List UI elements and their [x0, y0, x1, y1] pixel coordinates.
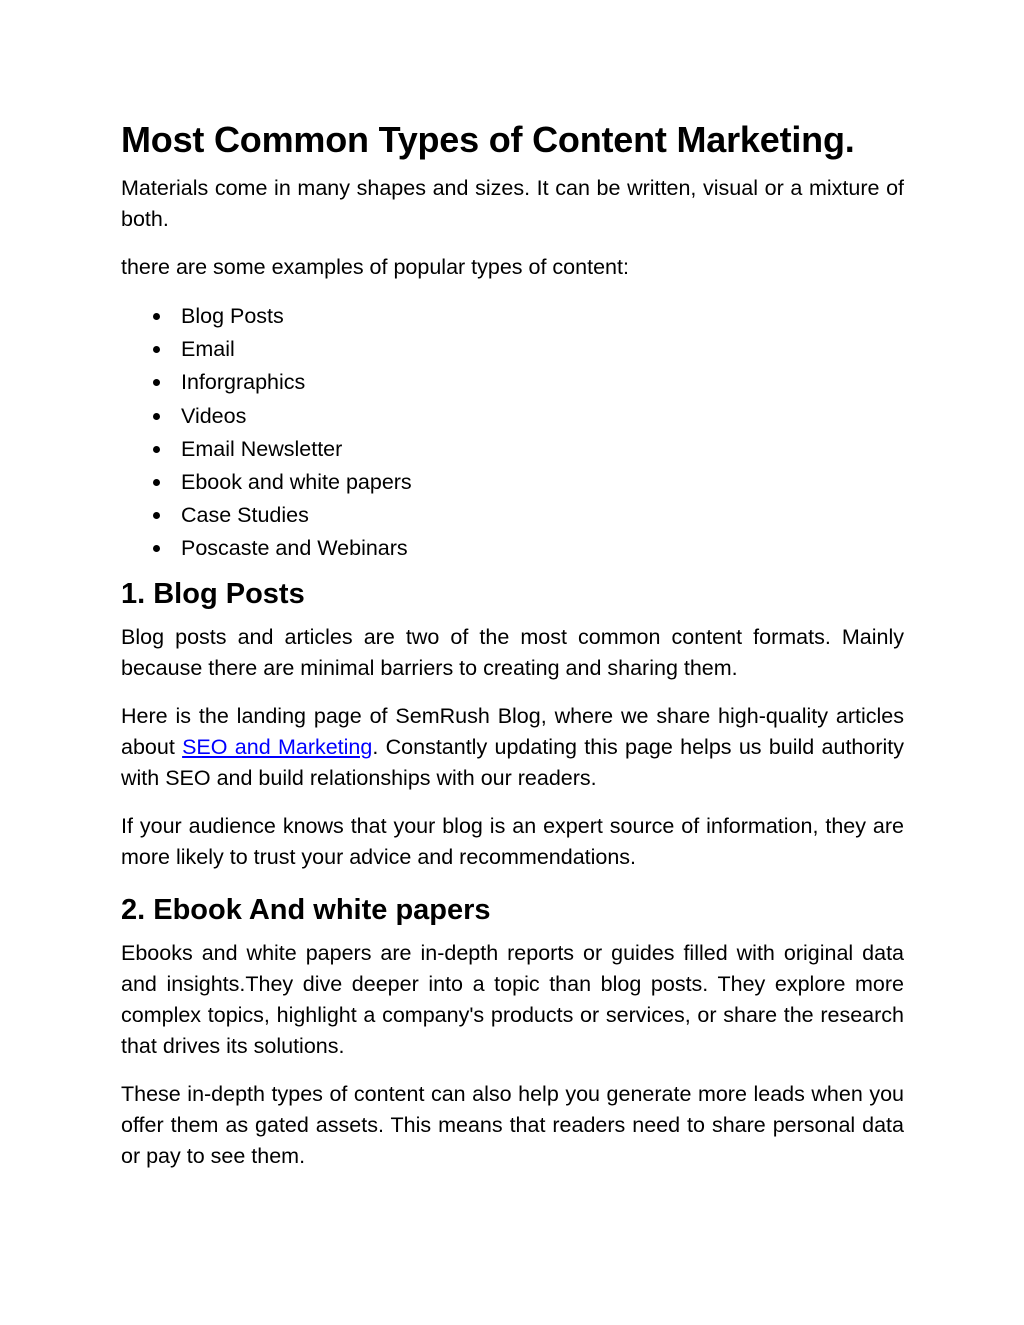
blog-posts-paragraph-2: [121, 701, 904, 794]
list-item-label: Poscaste and Webinars: [181, 536, 408, 561]
list-item: [121, 532, 904, 565]
list-item-label: Videos: [181, 403, 247, 428]
ebook-paragraph-2: These in-depth types of content can also help you generate more leads when you offer them as gated assets. This means that readers need to share personal data or pay to see them.: [121, 1081, 904, 1168]
content-types-list: [121, 300, 904, 566]
section-heading-ebook: 2. Ebook And white papers: [121, 893, 491, 926]
blog-posts-paragraph-1: Blog posts and articles are two of the most common content formats. Mainly because there are minimal barriers to creating and sharing them.: [121, 624, 904, 680]
bullet-icon: [153, 379, 160, 386]
list-item: [121, 333, 904, 366]
blog-posts-paragraph-3: If your audience knows that your blog is an expert source of information, they are more likely to trust your advice and recommendations.: [121, 813, 904, 869]
paragraph-text: Here is the landing page of SemRush Blog, where we share high-quality articles about: [121, 703, 904, 759]
list-item: [121, 466, 904, 499]
list-item: [121, 499, 904, 532]
section-heading-blog-posts: 1. Blog Posts: [121, 577, 305, 610]
ebook-paragraph-1: Ebooks and white papers are in-depth reports or guides filled with original data and insights.They dive deeper into a topic than blog posts. They explore more complex topics, highlight a company's products or services, or share the research that drives its solutions.: [121, 940, 904, 1058]
bullet-icon: [153, 346, 160, 353]
list-item-label: Inforgraphics: [181, 370, 306, 395]
bullet-icon: [153, 545, 160, 552]
list-item: [121, 400, 904, 433]
document-page: [121, 116, 904, 1189]
paragraph-text: . Constantly updating this page helps us build authority with SEO and build relationships with our readers.: [121, 734, 904, 790]
bullet-icon: [153, 446, 160, 453]
list-item-label: Ebook and white papers: [181, 470, 412, 495]
bullet-icon: [153, 479, 160, 486]
examples-intro: there are some examples of popular types of content:: [121, 255, 629, 279]
list-item-label: Email: [181, 337, 235, 362]
list-item: [121, 433, 904, 466]
bullet-icon: [153, 313, 160, 320]
list-item-label: Case Studies: [181, 503, 309, 528]
bullet-icon: [153, 512, 160, 519]
intro-paragraph: Materials come in many shapes and sizes. It can be written, visual or a mixture of both.: [121, 176, 904, 231]
list-item-label: Email Newsletter: [181, 436, 343, 461]
list-item: [121, 366, 904, 399]
list-item: [121, 300, 904, 333]
page-title: Most Common Types of Content Marketing.: [121, 119, 855, 160]
bullet-icon: [153, 413, 160, 420]
seo-marketing-link[interactable]: SEO and Marketing: [182, 734, 373, 759]
list-item-label: Blog Posts: [181, 304, 284, 328]
